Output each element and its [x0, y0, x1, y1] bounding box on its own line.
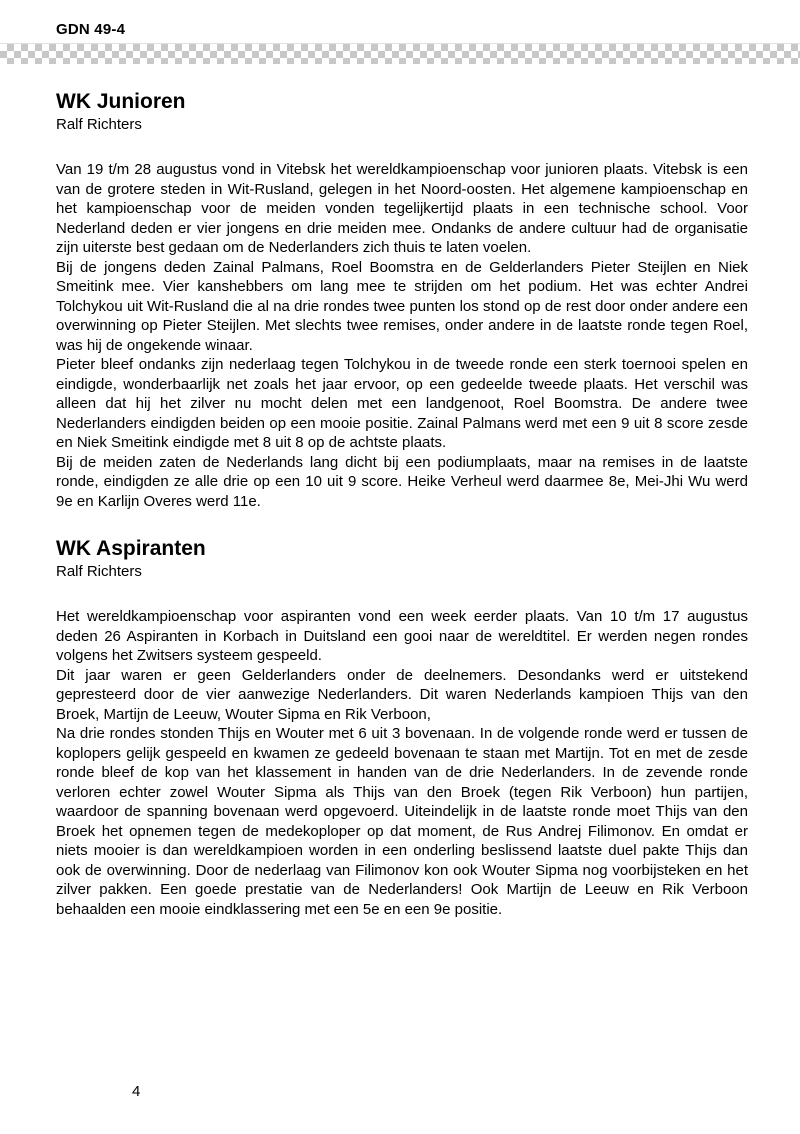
page-number: 4 [132, 1083, 141, 1100]
section-wk-aspiranten [56, 535, 748, 919]
section-author: Ralf Richters [56, 563, 142, 580]
checkered-header-band [0, 44, 800, 64]
paragraph: Dit jaar waren er geen Gelderlanders onder de deelnemers. Desondanks werd er uitstekend gepresteerd door de vier aanwezige Nederlanders. Dit waren Nederlands kampioen Thijs van den Broek, Martijn de Leeuw, Wouter Sipma en Rik Verboon, [56, 666, 748, 723]
article-body [56, 88, 748, 919]
section-title: WK Junioren [56, 90, 186, 113]
paragraph: Na drie rondes stonden Thijs en Wouter met 6 uit 3 bovenaan. In de volgende ronde werd er tussen de koplopers gelijk gespeeld en kwamen ze gedeeld bovenaan te staan met Martijn. Tot en met de zesde ronde bleef de kop van het klassement in handen van de drie Nederlanders. In de zevende ronde verloren echter zowel Wouter Sipma als Thijs van den Broek (tegen Rik Verboon) hun partijen, waardoor de spanning bovenaan werd opgevoerd. Uiteindelijk in de laatste ronde moet Thijs van den Broek het opnemen tegen de medekoploper op dat moment, de Rus Andrej Filimonov. En omdat er niets mooier is dan wereldkampioen worden in een onderling beslissend laatste duel pakte Thijs dan ook de overwinning. Door de nederlaag van Filimonov kon ook Wouter Sipma nog voorbijsteken en het zilver pakken. Een goede prestatie van de Nederlanders! Ook Martijn de Leeuw en Rik Verboon behaalden een mooie eindklassering met een 5e en een 9e positie. [56, 725, 748, 918]
paragraph: Het wereldkampioenschap voor aspiranten vond een week eerder plaats. Van 10 t/m 17 augustus deden 26 Aspiranten in Korbach in Duitsland een gooi naar de wereldtitel. Er werden negen rondes volgens het Zwitsers systeem gespeeld. [56, 608, 748, 664]
paragraph: Van 19 t/m 28 augustus vond in Vitebsk het wereldkampioenschap voor junioren plaats. Vitebsk is een van de grotere steden in Wit-Rusland, gelegen in het Noord-oosten. Het algemene kampioenschap en het kampioenschap voor de meiden vonden tegelijkertijd plaats in een technische school. Voor Nederland deden er vier jongens en drie meiden mee. Ondanks de andere cultuur had de organisatie zijn uiterste best gedaan om de Nederlanders zich thuis te laten voelen. [56, 161, 748, 256]
issue-label: GDN 49-4 [56, 21, 126, 38]
paragraph: Bij de jongens deden Zainal Palmans, Roel Boomstra en de Gelderlanders Pieter Steijlen en Niek Smeitink mee. Vier kanshebbers om lang mee te strijden om het podium. Het was echter Andrei Tolchykou uit Wit-Rusland die al na drie rondes twee punten los stond op de rest door onder andere een overwinning op Pieter Steijlen. Met slechts twee remises, onder andere in de laatste ronde tegen Roel, was hij de ongekende winaar. [56, 258, 748, 354]
paragraph: Bij de meiden zaten de Nederlands lang dicht bij een podiumplaats, maar na remises in de laatste ronde, eindigden ze alle drie op een 10 uit 9 score. Heike Verheul werd daarmee 8e, Mei-Jhi Wu werd 9e en Karlijn Overes werd 11e. [56, 453, 748, 510]
section-title: WK Aspiranten [56, 537, 206, 560]
section-wk-junioren [56, 88, 748, 511]
paragraph: Pieter bleef ondanks zijn nederlaag tegen Tolchykou in de tweede ronde een sterk toernooi spelen en eindigde, wonderbaarlijk net zoals het jaar ervoor, op een gedeelde tweede plaats. Het verschil was alleen dat hij het zilver nu mocht delen met een landgenoot, Roel Boomstra. De andere twee Nederlanders eindigden beiden op een mooie positie. Zainal Palmans werd met een 9 uit 8 score zesde en Niek Smeitink eindigde met 8 uit 8 op de achtste plaats. [56, 356, 748, 451]
section-author: Ralf Richters [56, 116, 142, 133]
